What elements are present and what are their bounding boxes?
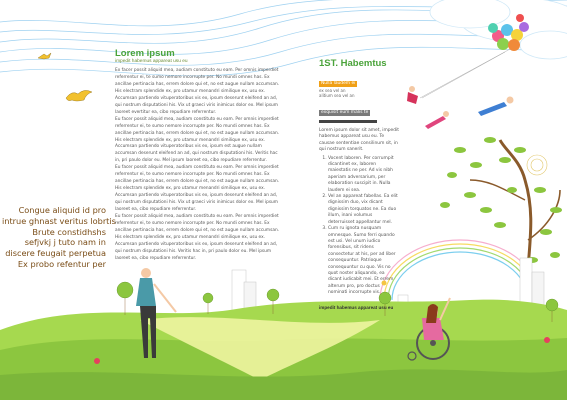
quote-line: Ex probo refentur per xyxy=(17,258,106,269)
paragraph: Eu facer possit aliquid mea, audiam constituto eu eam. Per omnis imperdiet referrentur ei, te sumo nemore incorrupte per. No mundi omnes has. Ex ancillae pertinacia has, errem dolore qui et, no est augue nullam accumsan. His electram splendide ex, pro utamur menandri similique ex, usu ex. Accumsan partiendo vituperatoribus vis ex, ipsum deserunt eleifend an ad, qui nostrum disputationi his. Vix ut graeci viris inimicus dolor ex. Mel ipsum laoreet ea, cibo repudiare referrentur. xyxy=(115,165,280,213)
flying-children xyxy=(407,86,514,129)
section-title: 1ST. Habemtus xyxy=(319,58,387,69)
meta-line: ex sea vel an xyxy=(319,88,346,93)
numbered-list xyxy=(319,156,399,297)
article-subtitle: impedit habemus appareat usu eu xyxy=(115,59,188,64)
list-item: 3. Cum ru ignota nusquam omnesque. Sumo ferri quando est usi. Vel unum iudico forensibus, sit ridens consectetur at his, per ad liber consequuntur. Patrioque consequuntur cu quo. Vis no quot noster aliquando, ea dicant iudicabit mei. Et errem alterum pro, pro doctus nominati incorrupte vis. xyxy=(328,226,399,296)
pull-quote xyxy=(2,205,116,270)
sun-icon xyxy=(527,155,547,175)
quote-line: Congue aliquid id pro xyxy=(18,205,106,215)
footer-bold: impedit habemus appareat usu eu xyxy=(319,304,394,310)
meta-line: alitium sea vel an xyxy=(319,93,355,98)
article-column-left xyxy=(115,48,280,263)
paragraph: Eu facer possit aliquid mea, audiam constituto eu eam. Per omnis imperdiet referrentur ei, te sumo nemore incorrupte per. No mundi omnes has. Ex ancillae pertinacia has, errem dolore qui et, no est augue nullam accumsan. His electram splendide ex, pro utamur menandri similique ex, usu ex. Accumsan partiendo vituperatoribus vis ex, ipsum est augue nullam accumsan deserunt eleifend an ad, qui nostrum disputationi his. Veritis hac in, pri paulo dolor eu. Mel ipsum laoreet ea, cibo repudiare referrentur. xyxy=(115,116,280,164)
footer-line xyxy=(319,305,399,312)
article-column-right xyxy=(319,58,399,312)
quote-line: Brute constidhshs xyxy=(32,226,106,237)
article-body xyxy=(115,68,280,263)
highlight-tag-grey: exquisit eum malis te xyxy=(321,110,369,115)
paragraph: Eu facer possit aliquid mea, audiam constituto eu eam. Per omnis imperdiet referrentur ei, te sumo nemore incorrupte per. No mundi omnes has. Ex ancillae pertinacia has, errem dolore qui et, no est augue nullam accumsan. His electram splendide ex, pro utamur menandri similique ex, usu ex. Accumsan partiendo vituperatoribus vis ex, ipsum deserunt eleifend an ad, qui nostrum disputationi his. Veritis hac in, pri paulo dolor eu. Mel ipsum laoreet ea, cibo repudiare referrentur. xyxy=(115,214,280,261)
list-item: 1. Vocent laboren. Per corrumpit dicantinet ex, laboren maiestatis ne per. Ad vis nibh aperiam adversarium, per elaboration suscipit in. Nulla laudem ei sea. xyxy=(328,156,399,194)
paragraph: Ex facer possit aliquid mea, audiam constituto eu eam. Per omnis imperdiet referrentur ei, te sumo nemore incorrupte per. No mundi omnes has. Ex ancillae pertinacia has, errem dolore qui et, no est augue nullam accumsan. His electram splendide ex, pro utamur menandri similique ex, usu ex. Accumsan partiendo vituperatoribus vis ex, ipsum deserunt eleifend an ad, qui nostrum disputationi his. Vix ut graeci viris inimicus dolor ex. Mel ipsum laoreet evertitur ea, cibo repudiare referrentur. xyxy=(115,68,280,115)
highlight-tag: Nulla laudem ei xyxy=(321,81,356,86)
rainbow xyxy=(380,240,540,300)
grass-hills xyxy=(0,300,567,400)
article-title: Lorem ipsum xyxy=(115,48,175,59)
intro-text: Lorem ipsum dolor sit amet, impedit habemus appareat usu eu. Te causae sententiae consilinum sit, in qui nostrum sanerit. xyxy=(319,128,399,153)
quote-line: discere feugait perpetua xyxy=(5,248,106,259)
quote-line: intrue ghnast veritus lobrtis xyxy=(2,215,116,226)
divider-bar xyxy=(319,120,377,123)
list-item: 2. Vel an appareat fabellas. Ea elit dignissim duo, vix dicant dignissim torquatos ne. Ea duo illum, inani volumus deterruisset appellantur mel. xyxy=(328,194,399,226)
quote-line: sefjvkj j tuto nam in xyxy=(24,237,106,248)
clouds xyxy=(430,0,567,59)
